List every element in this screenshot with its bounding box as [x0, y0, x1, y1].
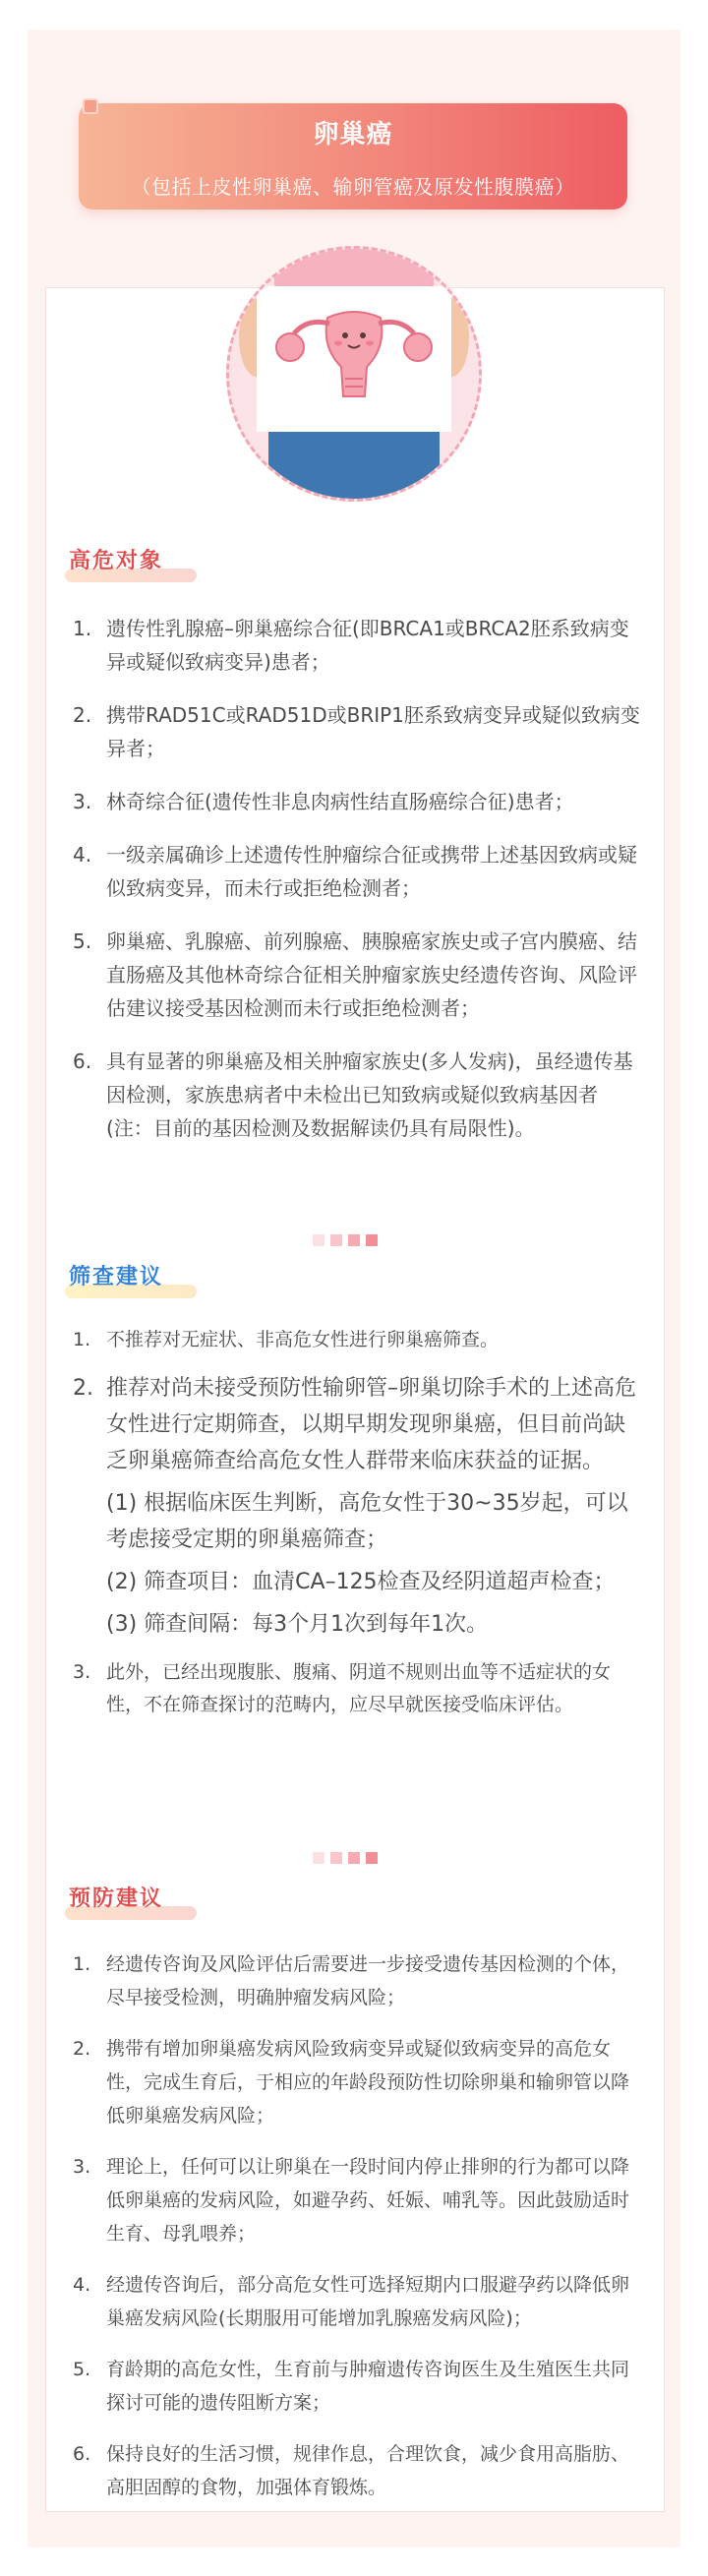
list-item — [65, 1324, 641, 1356]
section-heading-prevention — [65, 1885, 163, 1920]
list-item-number: 2. — [73, 1376, 93, 1401]
list-item-number: 1. — [73, 617, 92, 640]
list-item-text: 保持良好的生活习惯，规律作息，合理饮食，减少食用高脂肪、高胆固醇的食物，加强体育锻炼。 — [106, 2443, 630, 2498]
list-item — [65, 1656, 641, 1721]
list-item — [65, 2150, 641, 2250]
list-item-text: 具有显著的卵巢癌及相关肿瘤家族史(多人发病)，虽经遗传基因检测，家族患病者中未检出已知致病或疑似致病基因者(注：目前的基因检测及数据解读仍具有局限性)。 — [106, 1049, 633, 1140]
section-heading-high-risk — [65, 547, 163, 582]
section-divider — [313, 1849, 395, 1861]
list-item-number: 4. — [73, 2274, 91, 2296]
list-item — [65, 2032, 641, 2132]
list-item-text: 经遗传咨询及风险评估后需要进一步接受遗传基因检测的个体，尽早接受检测，明确肿瘤发病风险； — [106, 1953, 630, 2008]
screening-sub-item: (3) 筛查间隔：每3个月1次到每年1次。 — [106, 1612, 489, 1637]
list-item-number: 3. — [73, 2156, 91, 2178]
high-risk-list — [65, 612, 641, 1165]
screening-sub-item: (1) 根据临床医生判断，高危女性于30~35岁起，可以考虑接受定期的卵巢癌筛查； — [106, 1491, 628, 1552]
list-item-text: 一级亲属确诊上述遗传性肿瘤综合征或携带上述基因致病或疑似致病变异，而未行或拒绝检测者； — [106, 843, 637, 900]
section-title: 预防建议 — [69, 1887, 164, 1911]
list-item-number: 4. — [73, 843, 92, 867]
page-subtitle: （包括上皮性卵巢癌、输卵管癌及原发性腹膜癌） — [131, 175, 575, 199]
list-item-text: 经遗传咨询后，部分高危女性可选择短期内口服避孕药以降低卵巢癌发病风险(长期服用可能增加乳腺癌发病风险)； — [106, 2274, 630, 2329]
section-title: 筛查建议 — [69, 1265, 164, 1289]
list-item-text: 携带有增加卵巢癌发病风险致病变异或疑似致病变异的高危女性，完成生育后，于相应的年龄段预防性切除卵巢和输卵管以降低卵巢癌发病风险； — [106, 2038, 630, 2127]
list-item-text: 此外，已经出现腹胀、腹痛、阴道不规则出血等不适症状的女性，不在筛查探讨的范畴内，应尽早就医接受临床评估。 — [106, 1661, 612, 1715]
screening-list — [65, 1324, 641, 1721]
list-item — [65, 1045, 641, 1145]
list-item-number: 3. — [73, 1661, 91, 1683]
banner-tab-decoration — [83, 98, 98, 114]
list-item-text: 不推荐对无症状、非高危女性进行卵巢癌筛查。 — [106, 1329, 500, 1350]
list-item-number: 5. — [73, 929, 92, 953]
uterus-illustration — [226, 246, 482, 502]
prevention-list — [65, 1947, 641, 2522]
list-item-number: 6. — [73, 1049, 92, 1073]
list-item-number: 1. — [73, 1953, 91, 1975]
list-item — [65, 838, 641, 905]
list-item-text: 育龄期的高危女性，生育前与肿瘤遗传咨询医生及生殖医生共同探讨可能的遗传阻断方案； — [106, 2359, 630, 2414]
list-item-number: 5. — [73, 2359, 91, 2380]
list-item — [65, 2353, 641, 2420]
list-item — [65, 612, 641, 679]
page-title: 卵巢癌 — [313, 120, 393, 150]
list-item-number: 2. — [73, 2038, 91, 2060]
list-item-number: 2. — [73, 703, 92, 727]
list-item — [65, 1370, 641, 1643]
list-item-text: 理论上，任何可以让卵巢在一段时间内停止排卵的行为都可以降低卵巢癌的发病风险，如避孕药、妊娠、哺乳等。因此鼓励适时生育、母乳喂养； — [106, 2156, 630, 2245]
list-item-number: 1. — [73, 1329, 91, 1350]
list-item-number: 3. — [73, 790, 92, 813]
list-item-text: 遗传性乳腺癌–卵巢癌综合征(即BRCA1或BRCA2胚系致病变异或疑似致病变异)患者； — [106, 617, 629, 674]
list-item-number: 6. — [73, 2443, 91, 2465]
list-item-text: 携带RAD51C或RAD51D或BRIP1胚系致病变异或疑似致病变异者； — [106, 703, 640, 760]
list-item — [65, 785, 641, 818]
section-title: 高危对象 — [69, 549, 164, 573]
section-divider — [313, 1231, 395, 1243]
list-item — [65, 925, 641, 1025]
list-item — [65, 1947, 641, 2014]
list-item-text: 推荐对尚未接受预防性输卵管–卵巢切除手术的上述高危女性进行定期筛查，以期早期发现卵巢癌，但目前尚缺乏卵巢癌筛查给高危女性人群带来临床获益的证据。 — [106, 1376, 637, 1473]
screening-sub-item: (2) 筛查项目：血清CA–125检查及经阴道超声检查； — [106, 1570, 616, 1594]
list-item — [65, 2437, 641, 2504]
list-item — [65, 698, 641, 765]
list-item-text: 卵巢癌、乳腺癌、前列腺癌、胰腺癌家族史或子宫内膜癌、结直肠癌及其他林奇综合征相关肿瘤家族史经遗传咨询、风险评估建议接受基因检测而未行或拒绝检测者； — [106, 929, 637, 1020]
list-item — [65, 2268, 641, 2335]
section-heading-screening — [65, 1263, 163, 1298]
list-item-text: 林奇综合征(遗传性非息肉病性结直肠癌综合征)患者； — [106, 790, 574, 813]
